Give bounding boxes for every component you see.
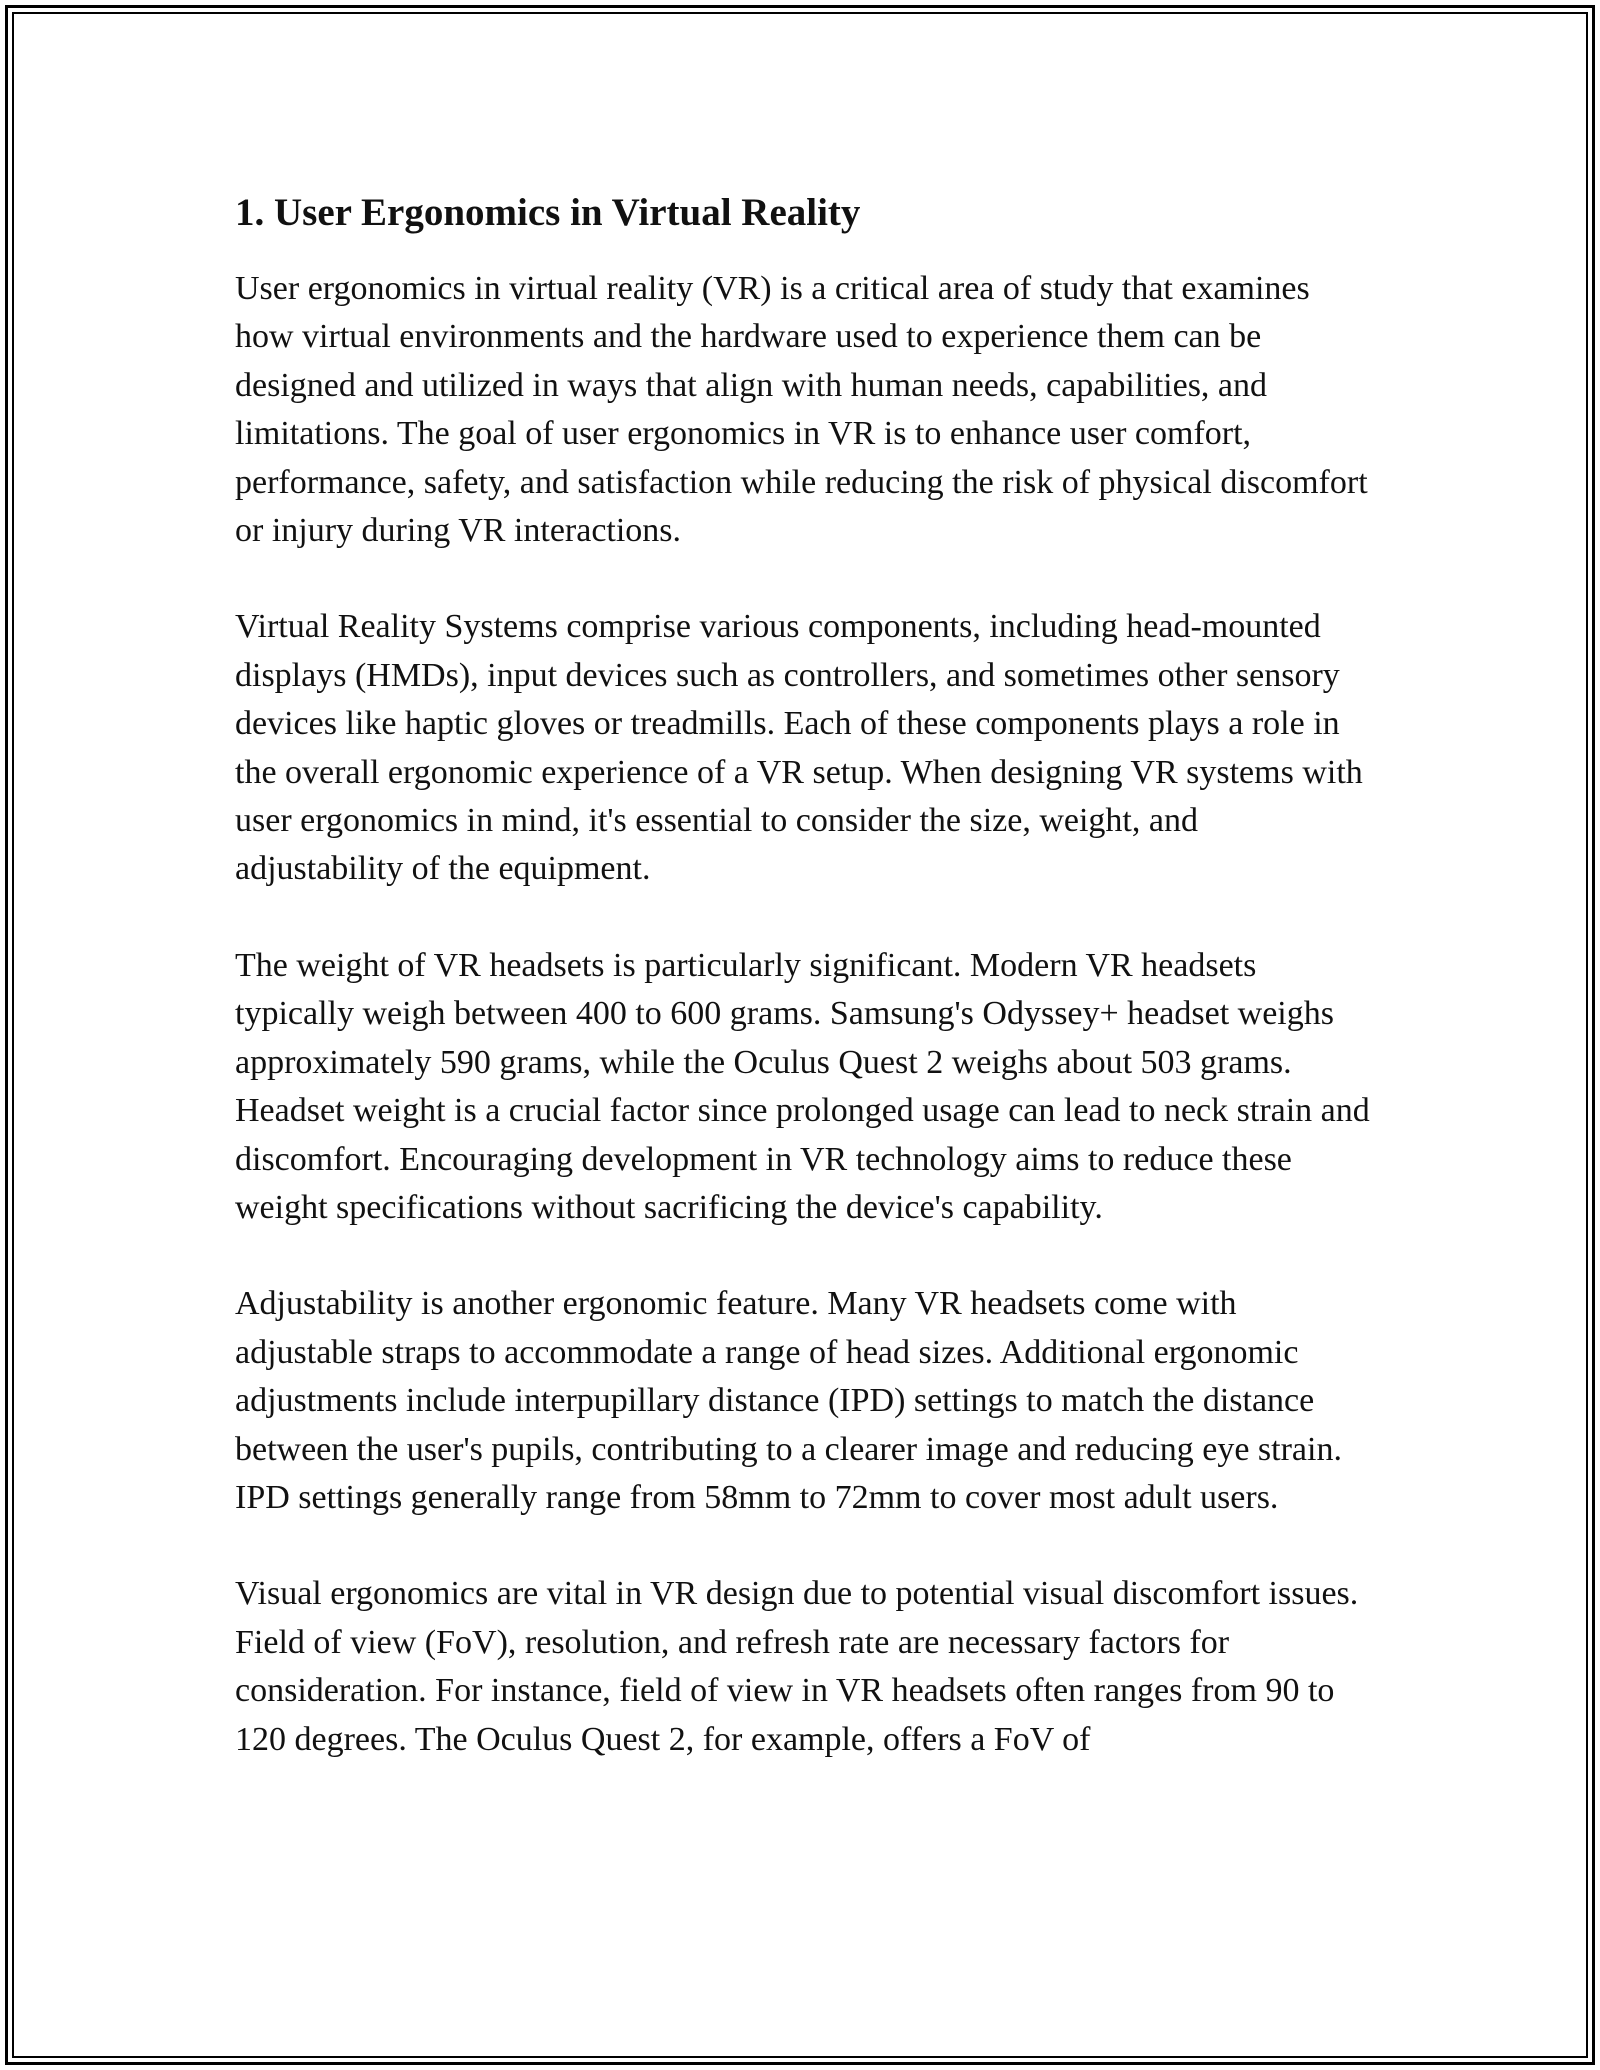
document-body	[235, 183, 1370, 1812]
paragraph-headset-weight: The weight of VR headsets is particularly significant. Modern VR headsets typically weigh between 400 to 600 grams. Samsung's Odyssey+ headset weighs approximately 590 grams, while the Oculus Quest 2 weighs about 503 grams. Headset weight is a crucial factor since prolonged usage can lead to neck strain and discomfort. Encouraging development in VR technology aims to reduce these weight specifications without sacrificing the device's capability.	[235, 946, 1370, 1226]
paragraph-vr-systems: Virtual Reality Systems comprise various components, including head-mounted displays (HMDs), input devices such as controllers, and sometimes other sensory devices like haptic gloves or treadmills. Each of these components plays a role in the overall ergonomic experience of a VR setup. When designing VR systems with user ergonomics in mind, it's essential to consider the size, weight, and adjustability of the equipment.	[235, 608, 1363, 888]
paragraph-intro: User ergonomics in virtual reality (VR) is a critical area of study that examines how virtual environments and the hardware used to experience them can be designed and utilized in ways that align with human needs, capabilities, and limitations. The goal of user ergonomics in VR is to enhance user comfort, performance, safety, and satisfaction while reducing the risk of physical discomfort or injury during VR interactions.	[235, 270, 1368, 550]
section-heading: 1. User Ergonomics in Virtual Reality	[235, 191, 861, 234]
paragraph-adjustability: Adjustability is another ergonomic feature. Many VR headsets come with adjustable straps to accommodate a range of head sizes. Additional ergonomic adjustments include interpupillary distance (IPD) settings to match the distance between the user's pupils, contributing to a clearer image and reducing eye strain. IPD settings generally range from 58mm to 72mm to cover most adult users.	[235, 1285, 1342, 1516]
paragraph-visual-ergonomics: Visual ergonomics are vital in VR design due to potential visual discomfort issues. Field of view (FoV), resolution, and refresh rate are necessary factors for consideration. For instance, field of view in VR headsets often ranges from 90 to 120 degrees. The Oculus Quest 2, for example, offers a FoV of	[235, 1575, 1359, 1758]
